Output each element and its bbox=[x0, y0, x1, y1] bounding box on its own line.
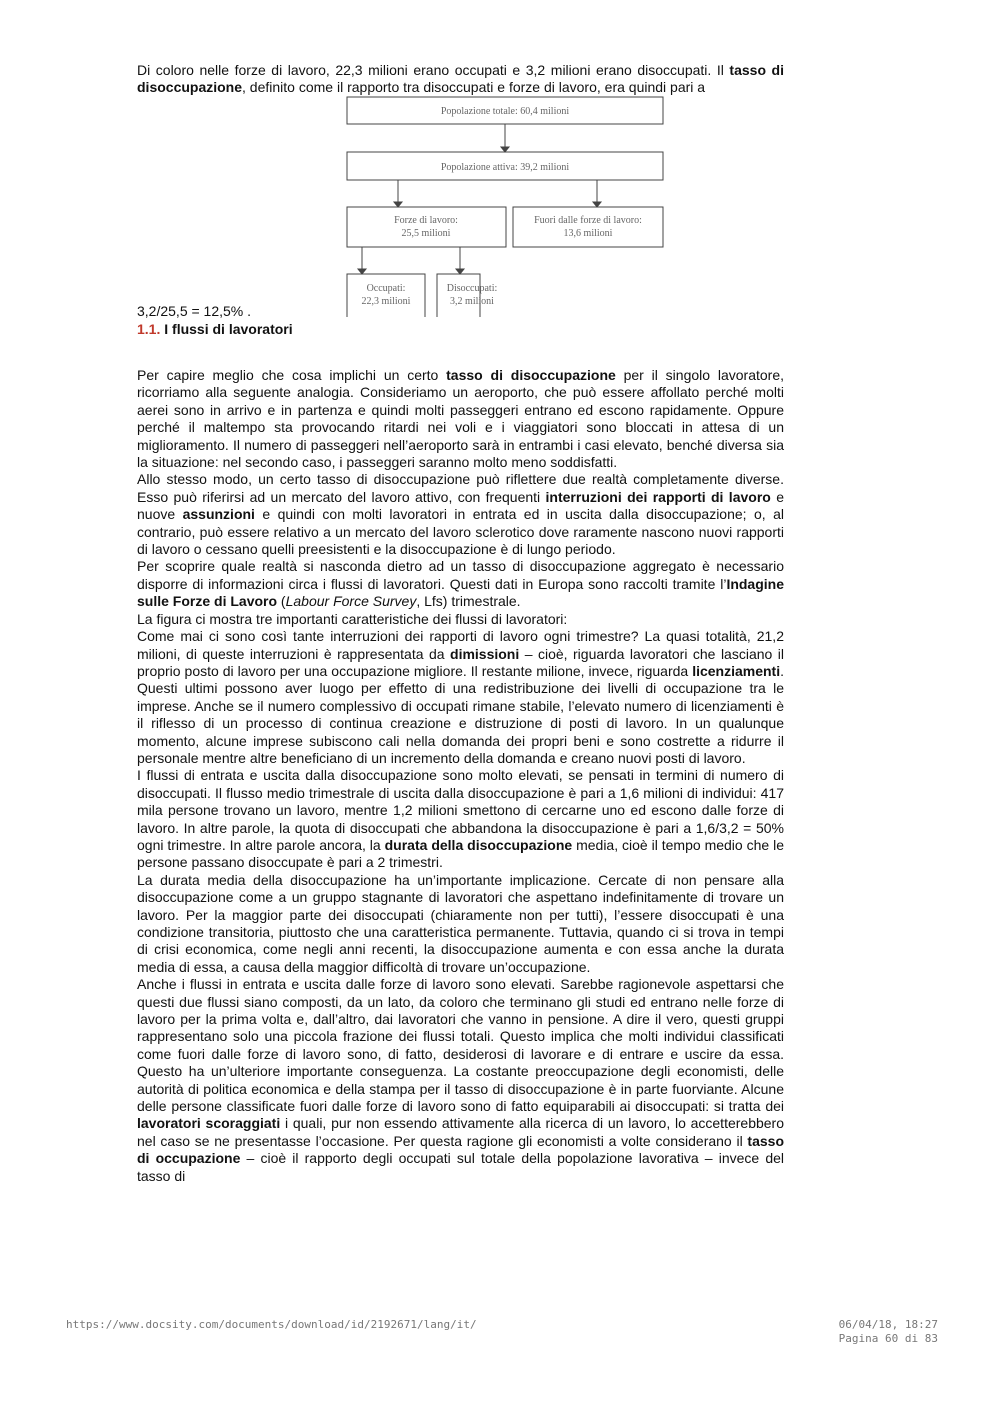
footer-page-number: Pagina 60 di 83 bbox=[838, 1332, 938, 1345]
diagram-occupati-2: 22,3 milioni bbox=[361, 296, 411, 307]
diagram-pop-attiva: Popolazione attiva: 39,2 milioni bbox=[440, 162, 570, 173]
paragraph: La figura ci mostra tre importanti caratteristiche dei flussi di lavoratori: bbox=[137, 610, 568, 627]
diagram-disoccupati-1: Disoccupati: bbox=[446, 283, 498, 294]
paragraph: Allo stesso modo, un certo tasso di disoccupazione può riflettere due realtà completamente diverse. Esso può riferirsi ad un mercato del lavoro attivo, con frequenti interruzioni dei rapporti di lavoro e nuove assunzioni e quindi con molti lavoratori in entrata ed in uscita dalla disoccupazione; o, al contrario, può essere relativo a un mercato del lavoro sclerotico dove raramente nascono nuovi rapporti di lavoro o cessano quelli preesistenti e la disoccupazione è di lungo periodo. bbox=[137, 471, 784, 558]
formula-line: 3,2/25,5 = 12,5% . bbox=[137, 303, 252, 319]
paragraph: Per scoprire quale realtà si nasconda dietro ad un tasso di disoccupazione aggregato è necessario disporre di informazioni circa i flussi di lavoratori. Questi dati in Europa sono raccolti tramite l’Indagine sulle Forze di Lavoro (Labour Force Survey, Lfs) trimestrale. bbox=[137, 558, 784, 610]
diagram-disoccupati-2: 3,2 milioni bbox=[450, 296, 494, 307]
section-title: I flussi di lavoratori bbox=[160, 321, 293, 337]
paragraph: I flussi di entrata e uscita dalla disoccupazione sono molto elevati, se pensati in termini di numero di disoccupati. Il flusso medio trimestrale di uscita dalla disoccupazione è pari a 1,6 milioni di individui: 417 mila persone trovano un lavoro, mentre 1,2 milioni smettono di cercarne uno ed escono dalle forze di lavoro. In altre parole, la quota di disoccupati che abbandona la disoccupazione è pari a 1,6/3,2 = 50% ogni trimestre. In altre parole ancora, la durata della disoccupazione media, cioè il tempo medio che le persone passano disoccupate è pari a 2 trimestri. bbox=[137, 767, 784, 871]
paragraph: La durata media della disoccupazione ha un’importante implicazione. Cercate di non pensare alla disoccupazione come a un gruppo stagnante di lavoratori che aspettano indefinitamente di trovare un lavoro. Per la maggior parte dei disoccupati (chiaramente non per tutti), l’essere disoccupati è una condizione transitoria, piuttosto che una caratteristica permanente. Tuttavia, quando ci si trova in tempi di crisi economica, come negli anni recenti, la disoccupazione aumenta e con essa anche la durata media di essa, a causa della maggior difficoltà di trovare un’occupazione. bbox=[137, 871, 784, 975]
section-number: 1.1. bbox=[137, 321, 161, 337]
footer-meta bbox=[839, 1318, 938, 1346]
section-heading bbox=[137, 321, 293, 337]
diagram-forze-1: Forze di lavoro: bbox=[394, 215, 458, 226]
diagram-fuori-1: Fuori dalle forze di lavoro: bbox=[534, 215, 642, 226]
diagram-pop-totale: Popolazione totale: 60,4 milioni bbox=[440, 106, 570, 117]
labor-force-diagram bbox=[340, 93, 670, 317]
diagram-fuori-2: 13,6 milioni bbox=[563, 228, 613, 239]
diagram-occupati-1: Occupati: bbox=[366, 283, 406, 294]
paragraph: Anche i flussi in entrata e uscita dalle forze di lavoro sono elevati. Sarebbe ragionevole aspettarsi che questi due flussi siano composti, da un lato, da coloro che terminano gli studi ed entrano nelle forze di lavoro per la prima volta e, dall’altro, dai lavoratori che vanno in pensione. A dire il vero, questi gruppi rappresentano solo una piccola frazione dei flussi totali. Questo implica che molti individui classificati come fuori dalle forze di lavoro sono, di fatto, desiderosi di lavorare e di entrare e uscire da essa. Questo ha un’ulteriore importante conseguenza. La costante preoccupazione degli economisti, delle autorità di politica economica e della stampa per il tasso di disoccupazione è in parte fuorviante. Alcune delle persone classificate fuori dalle forze di lavoro sono di fatto equiparabili ai disoccupati: si tratta dei lavoratori scoraggiati i quali, pur non essendo attivamente alla ricerca di un lavoro, lo accetterebbero nel caso se ne presentasse l’occasione. Per questa ragione gli economisti a volte considerano il tasso di occupazione – cioè il rapporto degli occupati sul totale della popolazione lavorativa – invece del tasso di bbox=[137, 976, 785, 1184]
term-tasso-disoccupazione: tasso di disoccupazione bbox=[137, 62, 784, 96]
paragraph: Per capire meglio che cosa implichi un certo tasso di disoccupazione per il singolo lavoratore, ricorriamo alla seguente analogia. Consideriamo un aeroporto, che può essere affollato perché molti aerei sono in arrivo e in partenza e quindi molti passeggeri entrano ed escono rapidamente. Oppure perché il maltempo sta provocando ritardi nei voli e i viaggiatori sono bloccati in attesa di un miglioramento. Il numero di passeggeri nell’aeroporto sarà in entrambi i casi elevato, benché diversa sia la situazione: nel secondo caso, i passeggeri saranno molto meno soddisfatti. bbox=[137, 367, 784, 471]
intro-paragraph: Di coloro nelle forze di lavoro, 22,3 milioni erano occupati e 3,2 milioni erano disoccupati. Il tasso di disoccupazione, definito come il rapporto tra disoccupati e forze di lavoro, era quindi pari a bbox=[137, 62, 784, 96]
footer-datetime: 06/04/18, 18:27 bbox=[838, 1318, 938, 1331]
diagram-forze-2: 25,5 milioni bbox=[401, 228, 451, 239]
body-text bbox=[137, 367, 784, 1185]
paragraph: Come mai ci sono così tante interruzioni dei rapporti di lavoro ogni trimestre? La quasi totalità, 21,2 milioni, di queste interruzioni è rappresentata da dimissioni – cioè, riguarda lavoratori che lasciano il proprio posto di lavoro per una occupazione migliore. Il restante milione, invece, riguarda licenziamenti. Questi ultimi possono aver luogo per effetto di una redistribuzione dei livelli di occupazione tra le imprese. Anche se il numero complessivo di occupati rimane stabile, l’elevato numero di licenziamenti è il riflesso di un processo di continua creazione e distruzione di posti di lavoro. In un qualunque momento, alcune imprese subiscono cali nella domanda dei propri beni e sono costrette a ridurre il personale mentre altre beneficiano di un incremento della domanda e creano nuovi posti di lavoro. bbox=[137, 628, 784, 766]
footer-url: https://www.docsity.com/documents/download/id/2192671/lang/it/ bbox=[66, 1318, 477, 1331]
